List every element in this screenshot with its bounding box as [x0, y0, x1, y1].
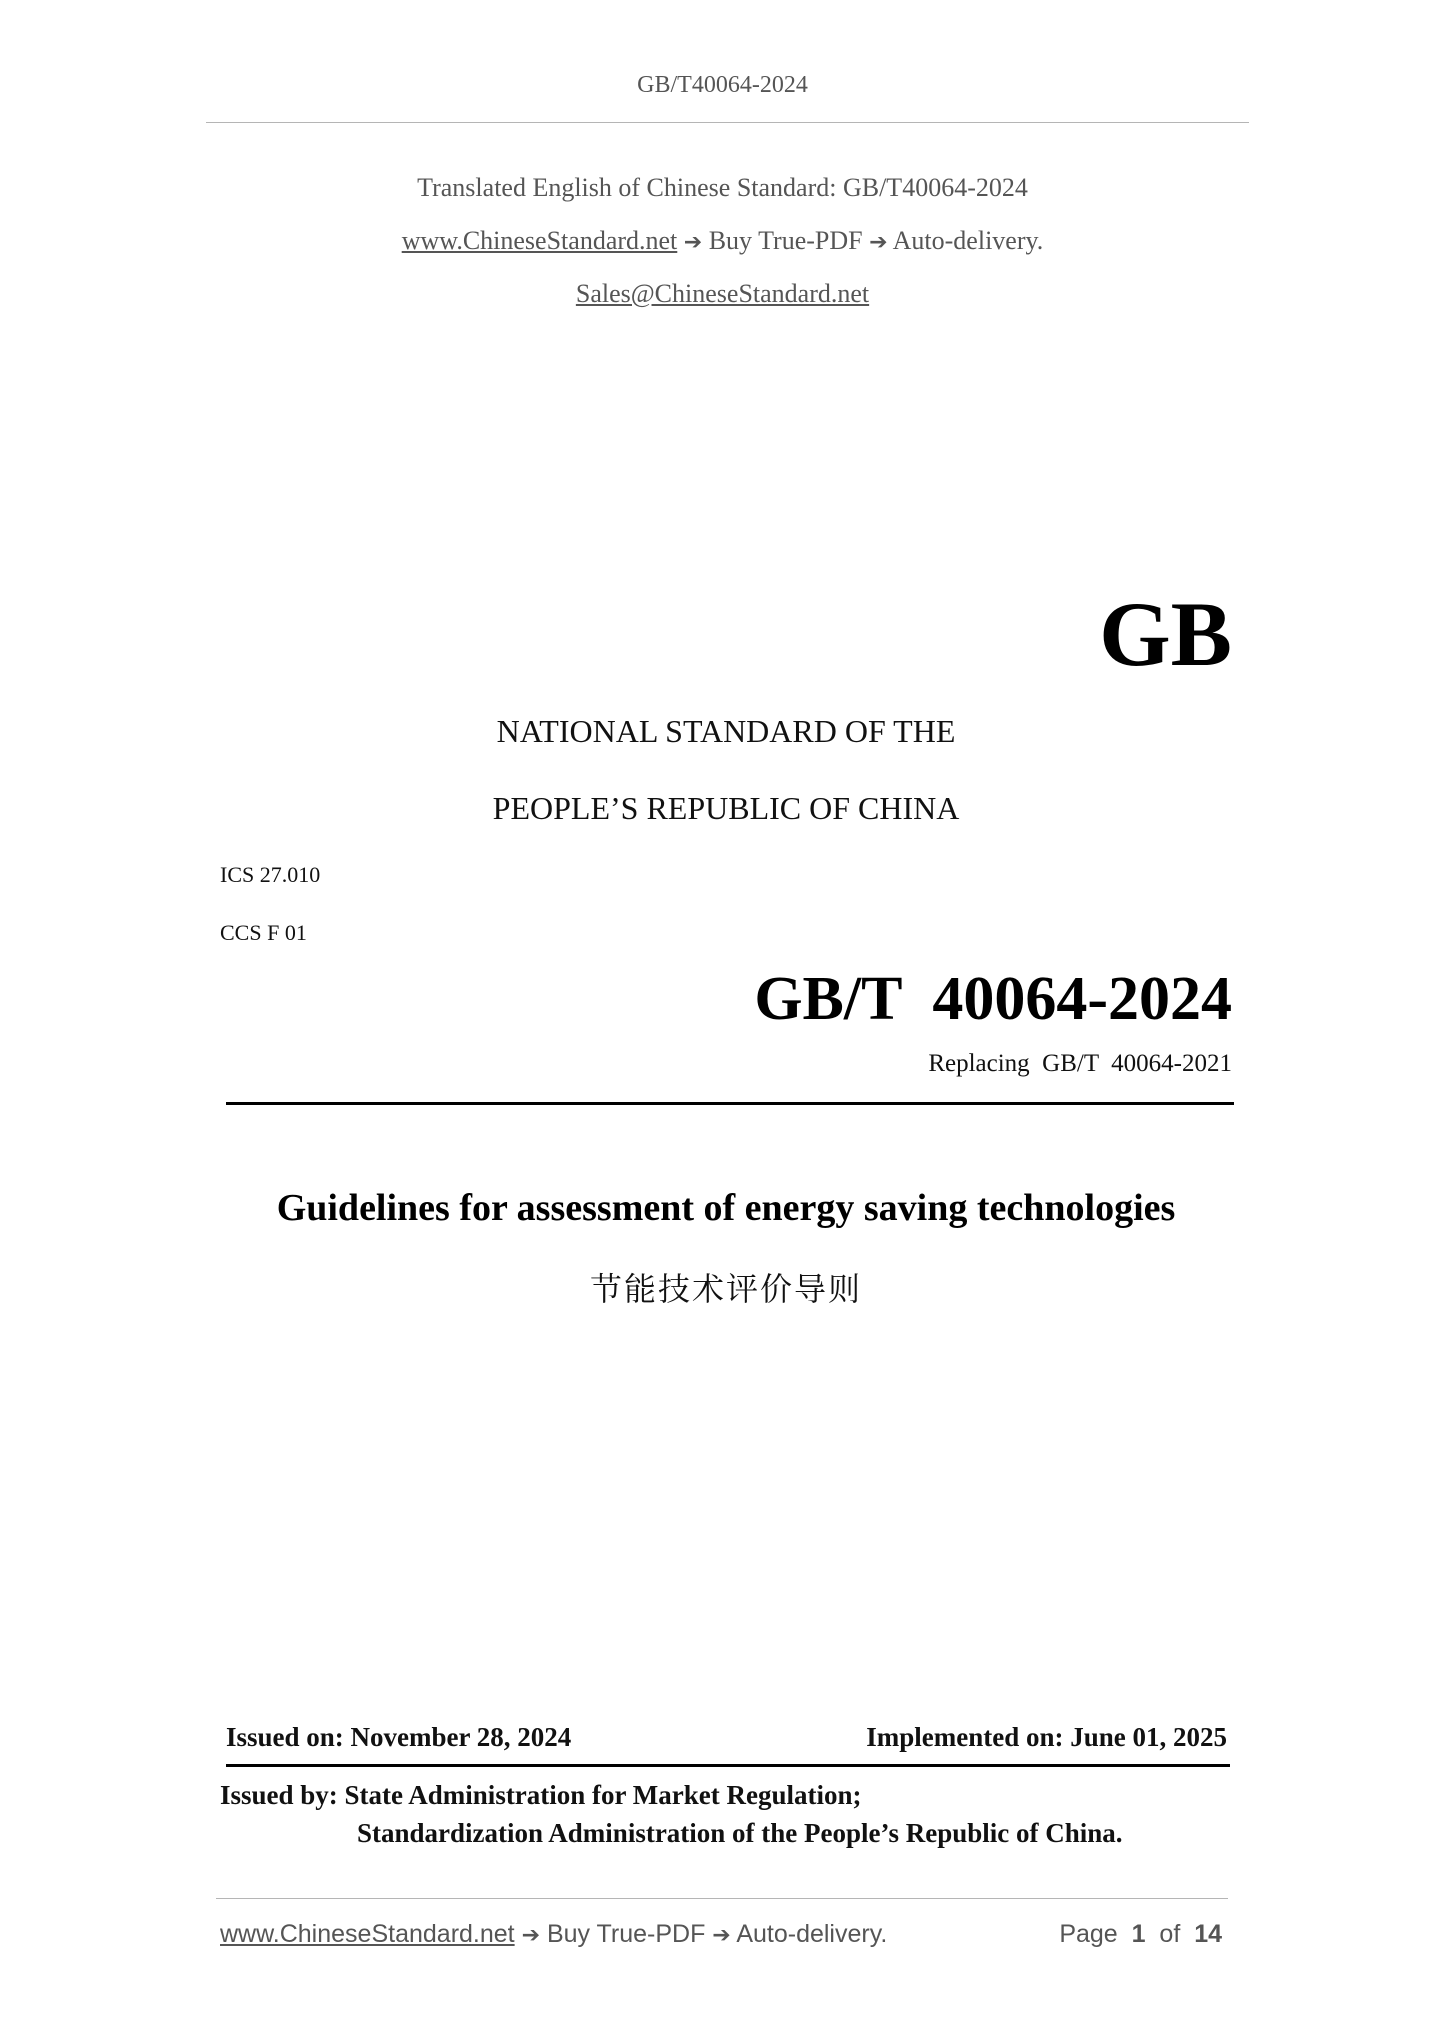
footer-divider	[216, 1898, 1228, 1899]
footer-buy-text: Buy True-PDF	[546, 1920, 706, 1948]
right-arrow-icon: ➔	[869, 230, 888, 255]
issued-on-date: Issued on: November 28, 2024	[226, 1722, 572, 1752]
website-link[interactable]: www.ChineseStandard.net	[401, 226, 678, 255]
sales-email-link[interactable]: Sales@ChineseStandard.net	[575, 279, 870, 308]
footer-website-link[interactable]: www.ChineseStandard.net	[220, 1920, 515, 1948]
right-arrow-icon: ➔	[712, 1923, 731, 1948]
footer-purchase-notice	[220, 1920, 887, 1949]
country-heading: PEOPLE’S REPUBLIC OF CHINA	[492, 790, 960, 826]
replacing-standard: Replacing GB/T 40064-2021	[928, 1050, 1232, 1077]
page-current: 1	[1131, 1920, 1146, 1948]
issue-divider	[226, 1764, 1230, 1767]
standard-number: GB/T 40064-2024	[754, 965, 1232, 1033]
translated-notice: Translated English of Chinese Standard: GB/T40064-2024	[417, 173, 1028, 202]
implemented-on-date: Implemented on: June 01, 2025	[866, 1722, 1227, 1752]
national-standard-heading: NATIONAL STANDARD OF THE	[496, 713, 956, 749]
page-total: 14	[1194, 1920, 1222, 1948]
gb-logo: GB	[1099, 583, 1232, 685]
buy-pdf-text: Buy True-PDF	[708, 226, 863, 255]
right-arrow-icon: ➔	[683, 230, 703, 255]
ccs-code: CCS F 01	[220, 920, 307, 945]
page-indicator	[1059, 1920, 1222, 1949]
issued-by-line-1: Issued by: State Administration for Market Regulation;	[220, 1780, 862, 1810]
purchase-notice	[0, 226, 1445, 256]
document-title-english: Guidelines for assessment of energy saving technologies	[276, 1187, 1176, 1229]
footer-delivery-text: Auto-delivery.	[736, 1920, 888, 1948]
right-arrow-icon: ➔	[521, 1923, 541, 1948]
issued-by-line-2: Standardization Administration of the People’s Republic of China.	[357, 1818, 1123, 1848]
header-divider	[206, 122, 1249, 123]
sales-contact	[0, 279, 1445, 309]
ics-code: ICS 27.010	[220, 862, 321, 887]
title-divider	[226, 1102, 1234, 1105]
document-title-chinese: 节能技术评价导则	[589, 1270, 862, 1308]
auto-delivery-text: Auto-delivery.	[892, 226, 1044, 255]
page-of-word: of	[1159, 1920, 1181, 1948]
page-word: Page	[1059, 1920, 1118, 1948]
header-standard-ref: GB/T40064-2024	[637, 72, 808, 98]
